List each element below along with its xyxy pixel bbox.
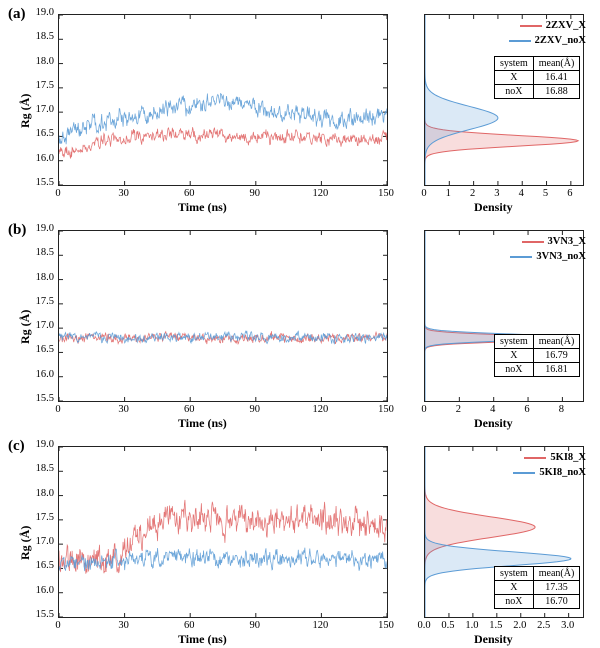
legend-label: 5KI8_X <box>550 452 586 463</box>
density-x-tick-label: 3 <box>494 188 500 199</box>
table-header-row <box>495 57 580 71</box>
x-tick-label: 90 <box>249 188 261 199</box>
legend-label: 5KI8_noX <box>539 467 586 478</box>
x-tick-label: 120 <box>312 620 329 631</box>
density-x-tick-label: 1.0 <box>465 620 479 631</box>
density-x-tick-label: 1.5 <box>489 620 503 631</box>
panel-a <box>0 0 600 216</box>
table-row <box>495 581 580 595</box>
timeseries-plot-a <box>58 14 388 186</box>
legend <box>510 234 586 264</box>
legend-item <box>510 234 586 249</box>
y-tick-label: 17.0 <box>35 104 54 116</box>
table-cell: X <box>495 71 534 85</box>
legend <box>513 450 586 480</box>
table-header-cell: system <box>495 335 534 349</box>
density-x-tick-label: 6 <box>567 188 573 199</box>
y-tick-label: 17.5 <box>35 511 54 523</box>
density-x-axis-label: Density <box>474 416 513 430</box>
density-x-tick-label: 1 <box>445 188 451 199</box>
panel-label-a: (a) <box>8 6 26 22</box>
timeseries-plot-c <box>58 446 388 618</box>
y-tick-label: 16.0 <box>35 152 54 164</box>
y-tick-label: 18.5 <box>35 247 54 259</box>
y-axis-label: Rg (Å) <box>18 309 32 344</box>
table-cell: 16.88 <box>533 85 580 99</box>
stats-table <box>494 334 580 377</box>
timeseries-plot-b <box>58 230 388 402</box>
table-row <box>495 363 580 377</box>
table-cell: X <box>495 581 534 595</box>
table-cell: noX <box>495 363 534 377</box>
y-tick-label: 16.5 <box>35 560 54 572</box>
y-axis-label: Rg (Å) <box>18 93 32 128</box>
y-axis-label: Rg (Å) <box>18 525 32 560</box>
legend-swatch <box>510 256 532 258</box>
y-tick-label: 16.0 <box>35 368 54 380</box>
legend <box>509 18 586 48</box>
y-tick-label: 17.5 <box>35 79 54 91</box>
legend-item <box>513 450 586 465</box>
density-x-tick-label: 8 <box>558 404 565 415</box>
legend-swatch <box>520 25 542 27</box>
y-tick-label: 16.5 <box>35 344 54 356</box>
x-tick-label: 0 <box>55 404 61 415</box>
legend-swatch <box>522 241 544 243</box>
timeseries-svg-c <box>59 447 387 617</box>
density-x-tick-label: 6 <box>524 404 530 415</box>
density-x-tick-label: 2 <box>469 188 476 199</box>
density-x-tick-label: 2 <box>455 404 461 415</box>
legend-swatch <box>513 472 535 474</box>
table-header-cell: system <box>495 57 534 71</box>
density-x-tick-label: 4 <box>490 404 496 415</box>
x-tick-label: 150 <box>378 620 394 631</box>
table-cell: 16.81 <box>533 363 580 377</box>
density-x-tick-label: 2.0 <box>513 620 527 631</box>
y-tick-label: 17.5 <box>35 295 54 307</box>
x-tick-label: 30 <box>118 404 129 415</box>
density-x-tick-label: 4 <box>518 188 524 199</box>
table-header-row <box>495 567 580 581</box>
table-header-cell: system <box>495 567 534 581</box>
table-row <box>495 349 580 363</box>
table-row <box>495 85 580 99</box>
x-tick-label: 30 <box>118 620 129 631</box>
table-cell: noX <box>495 595 534 609</box>
legend-label: 2ZXV_X <box>545 20 586 31</box>
table-cell: noX <box>495 85 534 99</box>
x-axis-label: Time (ns) <box>178 200 227 214</box>
density-x-tick-label: 2.5 <box>537 620 551 631</box>
timeseries-svg-b <box>59 231 387 401</box>
x-tick-label: 60 <box>183 620 195 631</box>
table-cell: 16.41 <box>533 71 580 85</box>
stats-table <box>494 56 580 99</box>
table-cell: X <box>495 349 534 363</box>
x-axis-label: Time (ns) <box>178 416 227 430</box>
x-tick-label: 90 <box>249 404 261 415</box>
x-tick-label: 120 <box>312 404 329 415</box>
panel-b <box>0 216 600 432</box>
table-header-cell: mean(Å) <box>533 567 580 581</box>
y-tick-label: 18.5 <box>35 463 54 475</box>
x-axis-label: Time (ns) <box>178 632 227 646</box>
table-row <box>495 595 580 609</box>
x-tick-label: 60 <box>183 188 195 199</box>
density-x-tick-label: 3.0 <box>561 620 575 631</box>
y-tick-label: 18.5 <box>35 31 54 43</box>
x-tick-label: 0 <box>55 620 61 631</box>
table-cell: 16.70 <box>533 595 580 609</box>
table-row <box>495 71 580 85</box>
x-tick-label: 150 <box>378 404 394 415</box>
panel-c <box>0 432 600 648</box>
timeseries-frame-b <box>58 230 388 402</box>
y-tick-label: 18.0 <box>35 487 54 499</box>
density-x-tick-label: 0.0 <box>417 620 431 631</box>
y-tick-label: 16.5 <box>35 128 54 140</box>
table-header-cell: mean(Å) <box>533 335 580 349</box>
x-tick-label: 30 <box>118 188 129 199</box>
table-cell: 17.35 <box>533 581 580 595</box>
timeseries-frame-c <box>58 446 388 618</box>
density-x-axis-label: Density <box>474 200 513 214</box>
panel-label-c: (c) <box>8 438 25 454</box>
density-x-tick-label: 0 <box>421 188 427 199</box>
table-cell: 16.79 <box>533 349 580 363</box>
x-tick-label: 60 <box>183 404 195 415</box>
y-tick-label: 18.0 <box>35 55 54 67</box>
y-tick-label: 19.0 <box>35 7 54 18</box>
legend-item <box>513 465 586 480</box>
stats-table <box>494 566 580 609</box>
x-tick-label: 120 <box>312 188 329 199</box>
x-tick-label: 150 <box>378 188 394 199</box>
legend-label: 3VN3_X <box>547 236 586 247</box>
y-tick-label: 15.5 <box>35 609 54 620</box>
legend-item <box>509 18 586 33</box>
y-tick-label: 19.0 <box>35 223 54 234</box>
legend-swatch <box>524 457 546 459</box>
y-tick-label: 15.5 <box>35 177 54 188</box>
y-tick-label: 19.0 <box>35 439 54 450</box>
legend-swatch <box>509 40 531 42</box>
timeseries-frame-a <box>58 14 388 186</box>
y-tick-label: 16.0 <box>35 584 54 596</box>
y-tick-label: 15.5 <box>35 393 54 404</box>
timeseries-svg-a <box>59 15 387 185</box>
y-tick-label: 18.0 <box>35 271 54 283</box>
y-tick-label: 17.0 <box>35 320 54 332</box>
table-header-cell: mean(Å) <box>533 57 580 71</box>
density-x-tick-label: 0.5 <box>441 620 455 631</box>
legend-item <box>509 33 586 48</box>
density-x-tick-label: 5 <box>542 188 549 199</box>
x-tick-label: 90 <box>249 620 261 631</box>
legend-label: 3VN3_noX <box>536 251 586 262</box>
y-tick-label: 17.0 <box>35 536 54 548</box>
density-x-tick-label: 0 <box>421 404 427 415</box>
density-x-axis-label: Density <box>474 632 513 646</box>
x-tick-label: 0 <box>55 188 61 199</box>
panel-label-b: (b) <box>8 222 27 238</box>
table-header-row <box>495 335 580 349</box>
legend-item <box>510 249 586 264</box>
legend-label: 2ZXV_noX <box>534 35 586 46</box>
